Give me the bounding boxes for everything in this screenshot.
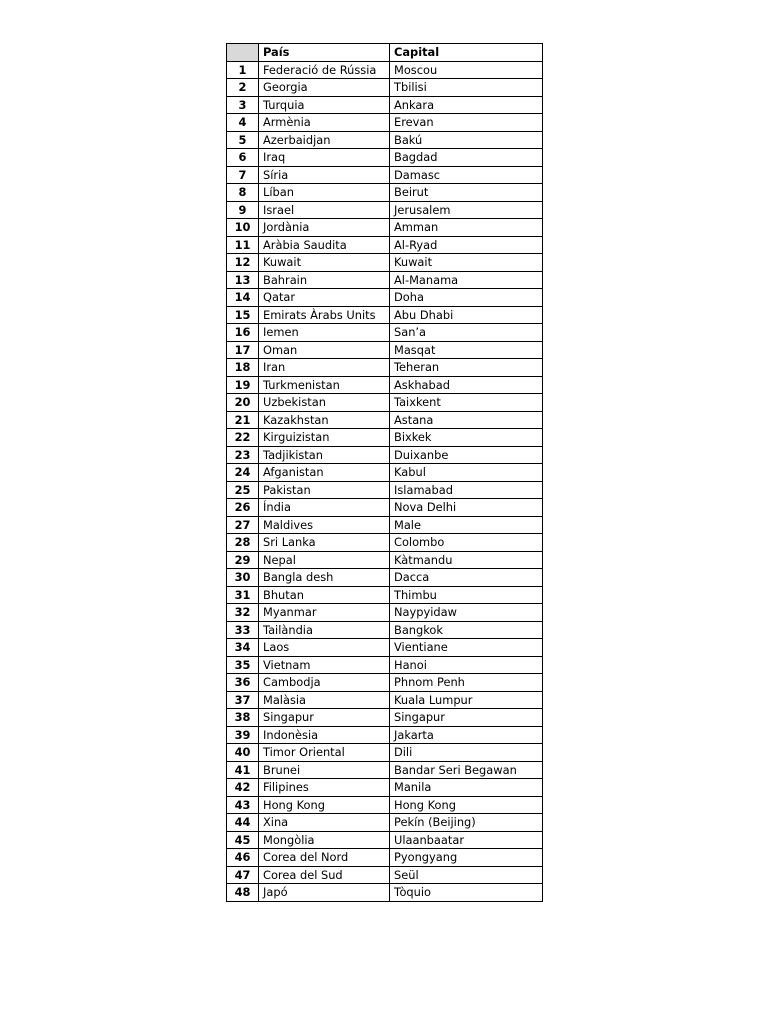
row-number: 37 — [227, 691, 259, 709]
capital-cell: Amman — [390, 219, 543, 237]
table-row — [227, 429, 543, 447]
table-row — [227, 866, 543, 884]
row-number: 27 — [227, 516, 259, 534]
table-row — [227, 586, 543, 604]
country-cell: Pakistan — [259, 481, 390, 499]
table-row — [227, 551, 543, 569]
table-row — [227, 656, 543, 674]
row-number: 22 — [227, 429, 259, 447]
country-cell: Vietnam — [259, 656, 390, 674]
country-cell: Jordània — [259, 219, 390, 237]
country-cell: Afganistan — [259, 464, 390, 482]
table-body — [227, 61, 543, 901]
capital-cell: Kàtmandu — [390, 551, 543, 569]
row-number: 31 — [227, 586, 259, 604]
capital-cell: Tbilisi — [390, 79, 543, 97]
country-cell: Brunei — [259, 761, 390, 779]
capital-cell: Bandar Seri Begawan — [390, 761, 543, 779]
capital-cell: Masqat — [390, 341, 543, 359]
row-number: 47 — [227, 866, 259, 884]
table-row — [227, 621, 543, 639]
country-cell: Líban — [259, 184, 390, 202]
capital-cell: Duixanbe — [390, 446, 543, 464]
table-row — [227, 149, 543, 167]
country-cell: Azerbaidjan — [259, 131, 390, 149]
row-number: 8 — [227, 184, 259, 202]
country-cell: Kazakhstan — [259, 411, 390, 429]
table-row — [227, 639, 543, 657]
capital-cell: Thimbu — [390, 586, 543, 604]
table-row — [227, 79, 543, 97]
capital-cell: Nova Delhi — [390, 499, 543, 517]
capital-cell: Pekín (Beijing) — [390, 814, 543, 832]
capital-cell: Kuwait — [390, 254, 543, 272]
country-cell: Iran — [259, 359, 390, 377]
capital-cell: Damasc — [390, 166, 543, 184]
country-cell: Índia — [259, 499, 390, 517]
capital-cell: Beirut — [390, 184, 543, 202]
capital-cell: Teheran — [390, 359, 543, 377]
row-number: 33 — [227, 621, 259, 639]
table-row — [227, 289, 543, 307]
row-number: 5 — [227, 131, 259, 149]
capital-cell: Jakarta — [390, 726, 543, 744]
table-row — [227, 201, 543, 219]
row-number: 11 — [227, 236, 259, 254]
table-row — [227, 341, 543, 359]
country-cell: Bangla desh — [259, 569, 390, 587]
row-number: 9 — [227, 201, 259, 219]
row-number: 24 — [227, 464, 259, 482]
capital-cell: Moscou — [390, 61, 543, 79]
table-row — [227, 516, 543, 534]
capital-cell: Pyongyang — [390, 849, 543, 867]
capital-cell: Jerusalem — [390, 201, 543, 219]
table-row — [227, 779, 543, 797]
capital-cell: Kabul — [390, 464, 543, 482]
row-number: 39 — [227, 726, 259, 744]
row-number: 29 — [227, 551, 259, 569]
country-cell: Indonèsia — [259, 726, 390, 744]
row-number: 46 — [227, 849, 259, 867]
table-row — [227, 569, 543, 587]
capital-cell: Male — [390, 516, 543, 534]
row-number: 14 — [227, 289, 259, 307]
country-cell: Hong Kong — [259, 796, 390, 814]
row-number: 15 — [227, 306, 259, 324]
row-number: 35 — [227, 656, 259, 674]
capital-cell: Manila — [390, 779, 543, 797]
capital-cell: Bagdad — [390, 149, 543, 167]
capital-cell: Naypyidaw — [390, 604, 543, 622]
table-row — [227, 499, 543, 517]
country-cell: Turquia — [259, 96, 390, 114]
country-cell: Mongòlia — [259, 831, 390, 849]
row-number: 43 — [227, 796, 259, 814]
country-cell: Israel — [259, 201, 390, 219]
table-row — [227, 481, 543, 499]
capital-cell: Tòquio — [390, 884, 543, 902]
row-number: 19 — [227, 376, 259, 394]
table-row — [227, 674, 543, 692]
capital-cell: Seül — [390, 866, 543, 884]
capital-cell: San’a — [390, 324, 543, 342]
country-cell: Laos — [259, 639, 390, 657]
row-number: 6 — [227, 149, 259, 167]
capital-cell: Vientiane — [390, 639, 543, 657]
table-row — [227, 446, 543, 464]
table-row — [227, 254, 543, 272]
table-row — [227, 219, 543, 237]
capital-cell: Bixkek — [390, 429, 543, 447]
capital-cell: Abu Dhabi — [390, 306, 543, 324]
country-cell: Maldives — [259, 516, 390, 534]
row-number: 41 — [227, 761, 259, 779]
countries-capitals-table — [226, 43, 543, 902]
row-number: 20 — [227, 394, 259, 412]
header-row — [227, 44, 543, 62]
country-cell: Sri Lanka — [259, 534, 390, 552]
country-cell: Corea del Sud — [259, 866, 390, 884]
capital-cell: Bakú — [390, 131, 543, 149]
country-cell: Federació de Rússia — [259, 61, 390, 79]
country-cell: Singapur — [259, 709, 390, 727]
row-number: 28 — [227, 534, 259, 552]
table-row — [227, 114, 543, 132]
country-cell: Kirguizistan — [259, 429, 390, 447]
row-number: 13 — [227, 271, 259, 289]
table-row — [227, 324, 543, 342]
header-number — [227, 44, 259, 62]
table-row — [227, 306, 543, 324]
capital-cell: Doha — [390, 289, 543, 307]
country-cell: Cambodja — [259, 674, 390, 692]
country-cell: Malàsia — [259, 691, 390, 709]
capital-cell: Al-Ryad — [390, 236, 543, 254]
capital-cell: Ankara — [390, 96, 543, 114]
row-number: 10 — [227, 219, 259, 237]
country-cell: Xina — [259, 814, 390, 832]
table-row — [227, 271, 543, 289]
row-number: 44 — [227, 814, 259, 832]
capital-cell: Hanoi — [390, 656, 543, 674]
table-row — [227, 236, 543, 254]
country-cell: Uzbekistan — [259, 394, 390, 412]
row-number: 7 — [227, 166, 259, 184]
country-cell: Corea del Nord — [259, 849, 390, 867]
row-number: 32 — [227, 604, 259, 622]
row-number: 1 — [227, 61, 259, 79]
table-row — [227, 534, 543, 552]
table-row — [227, 726, 543, 744]
capital-cell: Colombo — [390, 534, 543, 552]
table-row — [227, 394, 543, 412]
table-row — [227, 831, 543, 849]
country-cell: Filipines — [259, 779, 390, 797]
country-cell: Síria — [259, 166, 390, 184]
capital-cell: Ulaanbaatar — [390, 831, 543, 849]
capital-cell: Askhabad — [390, 376, 543, 394]
row-number: 17 — [227, 341, 259, 359]
table-row — [227, 849, 543, 867]
table-row — [227, 814, 543, 832]
row-number: 30 — [227, 569, 259, 587]
table-row — [227, 61, 543, 79]
table-row — [227, 359, 543, 377]
row-number: 34 — [227, 639, 259, 657]
country-cell: Armènia — [259, 114, 390, 132]
capital-cell: Taixkent — [390, 394, 543, 412]
row-number: 42 — [227, 779, 259, 797]
country-cell: Myanmar — [259, 604, 390, 622]
capital-cell: Bangkok — [390, 621, 543, 639]
country-cell: Qatar — [259, 289, 390, 307]
capital-cell: Dacca — [390, 569, 543, 587]
row-number: 38 — [227, 709, 259, 727]
country-cell: Bahrain — [259, 271, 390, 289]
row-number: 16 — [227, 324, 259, 342]
country-cell: Turkmenistan — [259, 376, 390, 394]
row-number: 45 — [227, 831, 259, 849]
table-row — [227, 411, 543, 429]
capital-cell: Islamabad — [390, 481, 543, 499]
table-row — [227, 796, 543, 814]
country-cell: Oman — [259, 341, 390, 359]
row-number: 40 — [227, 744, 259, 762]
country-cell: Timor Oriental — [259, 744, 390, 762]
capital-cell: Astana — [390, 411, 543, 429]
table-row — [227, 131, 543, 149]
row-number: 4 — [227, 114, 259, 132]
country-cell: Aràbia Saudita — [259, 236, 390, 254]
table-row — [227, 761, 543, 779]
row-number: 25 — [227, 481, 259, 499]
table-row — [227, 691, 543, 709]
country-cell: Tailàndia — [259, 621, 390, 639]
row-number: 3 — [227, 96, 259, 114]
row-number: 18 — [227, 359, 259, 377]
row-number: 48 — [227, 884, 259, 902]
capital-cell: Erevan — [390, 114, 543, 132]
capital-cell: Singapur — [390, 709, 543, 727]
table-row — [227, 184, 543, 202]
country-cell: Japó — [259, 884, 390, 902]
capital-cell: Al-Manama — [390, 271, 543, 289]
country-cell: Iraq — [259, 149, 390, 167]
capital-cell: Kuala Lumpur — [390, 691, 543, 709]
country-cell: Kuwait — [259, 254, 390, 272]
table-row — [227, 709, 543, 727]
capital-cell: Hong Kong — [390, 796, 543, 814]
table-row — [227, 96, 543, 114]
capital-cell: Dili — [390, 744, 543, 762]
table-row — [227, 884, 543, 902]
row-number: 2 — [227, 79, 259, 97]
table-row — [227, 464, 543, 482]
row-number: 12 — [227, 254, 259, 272]
country-cell: Georgia — [259, 79, 390, 97]
country-cell: Iemen — [259, 324, 390, 342]
table-row — [227, 604, 543, 622]
row-number: 21 — [227, 411, 259, 429]
row-number: 36 — [227, 674, 259, 692]
country-cell: Emirats Àrabs Units — [259, 306, 390, 324]
header-capital: Capital — [390, 44, 543, 62]
country-cell: Tadjikistan — [259, 446, 390, 464]
row-number: 26 — [227, 499, 259, 517]
country-cell: Nepal — [259, 551, 390, 569]
row-number: 23 — [227, 446, 259, 464]
table-row — [227, 376, 543, 394]
capital-cell: Phnom Penh — [390, 674, 543, 692]
header-country: País — [259, 44, 390, 62]
table-row — [227, 166, 543, 184]
country-cell: Bhutan — [259, 586, 390, 604]
table-row — [227, 744, 543, 762]
table-header — [227, 44, 543, 62]
